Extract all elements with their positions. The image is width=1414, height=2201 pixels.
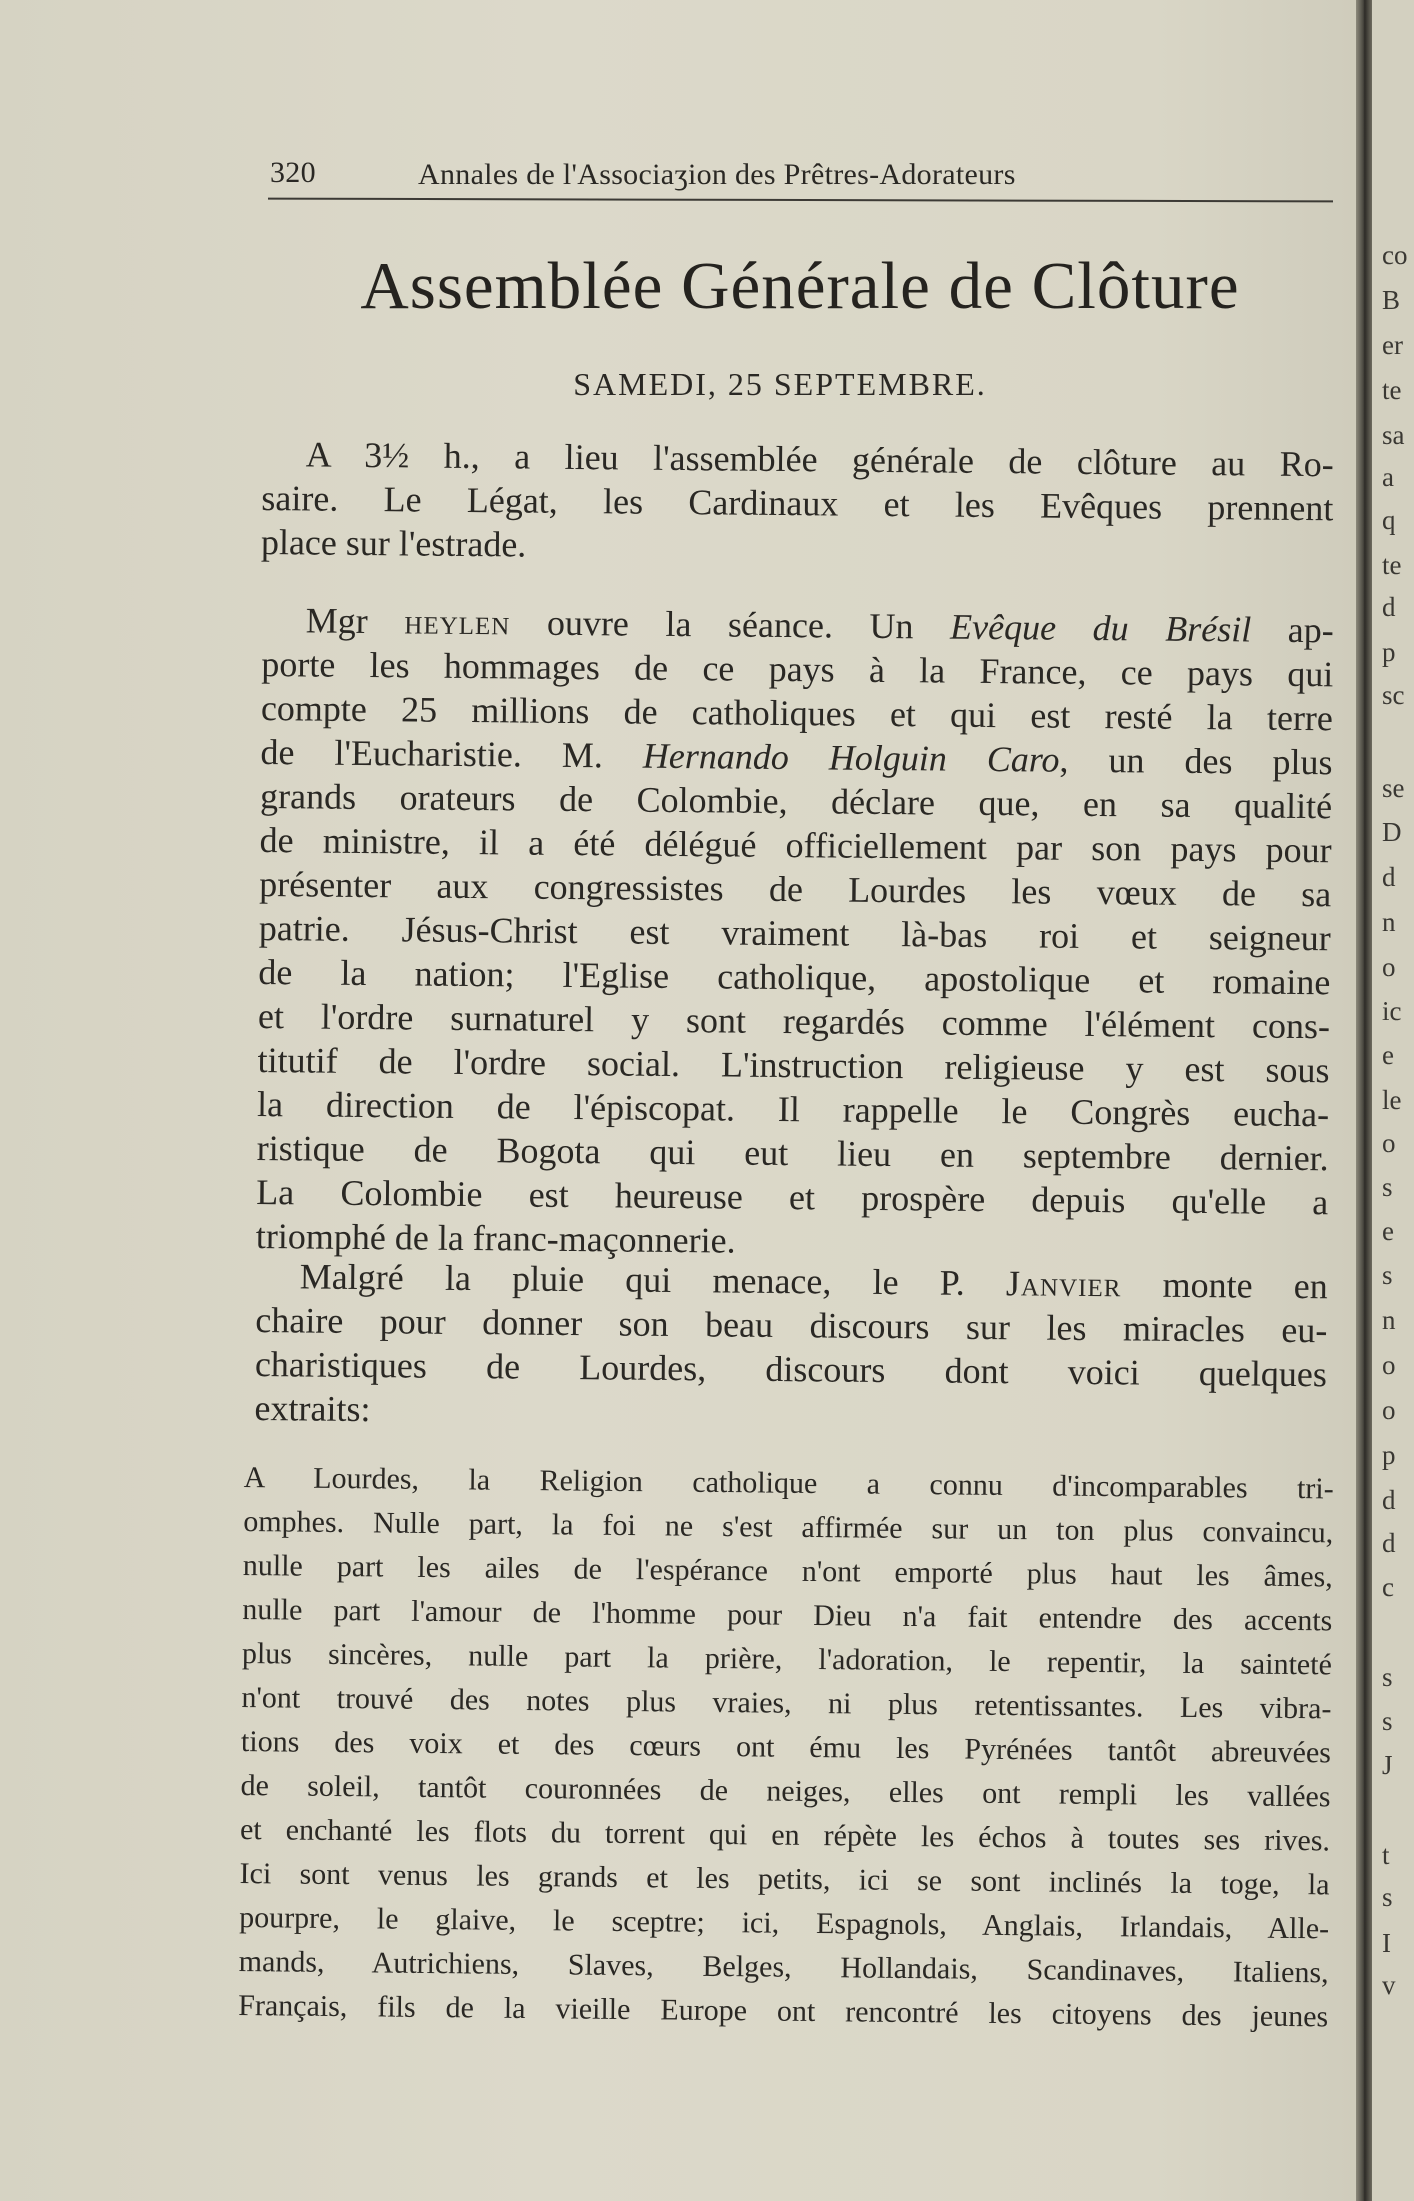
text-fragment: de l'Eucharistie. M. — [260, 731, 644, 776]
paragraph-speeches — [256, 598, 1334, 1268]
text-line: n'ont trouvé des notes plus vraies, ni plus retentissantes. Les vibra- — [241, 1680, 1332, 1726]
facing-page-fragment: c — [1382, 1572, 1394, 1602]
text-fragment: Mgr — [305, 600, 405, 642]
facing-page-fragment: te — [1382, 550, 1402, 580]
text-line: nulle part l'amour de l'homme pour Dieu n'a fait entendre des accents — [242, 1592, 1333, 1638]
facing-page-fragment: p — [1382, 637, 1396, 667]
text-line: compte 25 millions de catholiques et qui est resté la terre — [260, 687, 1334, 739]
text-line: plus sincères, nulle part la prière, l'adoration, le repentir, la sainteté — [241, 1636, 1333, 1682]
person-name: heylen — [404, 601, 511, 643]
facing-page-fragment: d — [1382, 1528, 1396, 1558]
text-fragment: , un des plus — [1059, 739, 1333, 783]
facing-page-fragment: d — [1382, 862, 1396, 892]
text-line: de la nation; l'Eglise catholique, apostolique et romaine — [258, 951, 1331, 1003]
facing-page-fragment: ic — [1382, 996, 1402, 1026]
book-gutter — [1356, 0, 1372, 2201]
text-line: place sur l'estrade. — [260, 521, 527, 565]
facing-page-fragment: te — [1382, 375, 1402, 405]
text-line: pourpre, le glaive, le sceptre; ici, Espagnols, Anglais, Irlandais, Alle- — [238, 1900, 1330, 1946]
facing-page-edge — [1372, 0, 1414, 2201]
text-fragment: Malgré la pluie qui menace, le P. — [299, 1256, 1007, 1304]
facing-page-fragment: d — [1382, 592, 1396, 622]
running-header — [270, 156, 1335, 198]
italic-name: Hernando Holguin Caro — [642, 735, 1060, 780]
text-line: de ministre, il a été délégué officiellement par son pays pour — [259, 819, 1332, 871]
text-fragment: ap- — [1251, 609, 1334, 651]
facing-page-fragment: J — [1382, 1750, 1393, 1780]
italic-name: Evêque du Brésil — [949, 606, 1252, 650]
text-fragment: monte en — [1121, 1264, 1328, 1307]
facing-page-fragment: er — [1382, 330, 1403, 360]
facing-page-fragment: d — [1382, 1485, 1396, 1515]
facing-page-fragment: s — [1382, 1662, 1393, 1692]
facing-page-fragment: p — [1382, 1440, 1396, 1470]
facing-page-fragment: e — [1382, 1040, 1394, 1070]
text-line: patrie. Jésus-Christ est vraiment là-bas roi et seigneur — [258, 907, 1331, 959]
facing-page-fragment: n — [1382, 1305, 1396, 1335]
person-name: Janvier — [1005, 1263, 1122, 1305]
quoted-extract — [238, 1456, 1334, 2039]
text-line: de soleil, tantôt couronnées de neiges, elles ont rempli les vallées — [240, 1768, 1331, 1814]
text-line: Ici sont venus les grands et les petits, ici se sont inclinés la toge, la — [239, 1856, 1330, 1902]
facing-page-fragment: D — [1382, 817, 1402, 847]
facing-page-fragment: B — [1382, 285, 1401, 315]
text-line: présenter aux congressistes de Lourdes les vœux de sa — [259, 863, 1332, 915]
text-line: et enchanté les flots du torrent qui en répète les échos à toutes ses rives. — [239, 1812, 1331, 1858]
facing-page-fragment: s — [1382, 1172, 1393, 1202]
text-line: et l'ordre surnaturel y sont regardés comme l'élément cons- — [257, 995, 1331, 1047]
facing-page-fragment: n — [1382, 907, 1396, 937]
facing-page-fragment: I — [1382, 1928, 1391, 1958]
facing-page-fragment: s — [1382, 1260, 1393, 1290]
facing-page-fragment: o — [1382, 952, 1396, 982]
text-line: A Lourdes, la Religion catholique a connu d'incomparables tri- — [243, 1460, 1334, 1506]
paragraph-janvier — [254, 1254, 1328, 1440]
article-title: Assemblée Générale de Clôture — [360, 249, 1240, 323]
text-line: triomphé de la franc-maçonnerie. — [255, 1215, 736, 1261]
text-line: extraits: — [254, 1387, 371, 1430]
facing-page-fragment: e — [1382, 1216, 1394, 1246]
facing-page-fragment: t — [1382, 1840, 1390, 1870]
facing-page-fragment: q — [1382, 505, 1396, 535]
header-rule — [268, 198, 1333, 203]
text-line: grands orateurs de Colombie, déclare que, en sa qualité — [259, 775, 1333, 827]
text-fragment: ouvre la séance. Un — [510, 602, 951, 647]
facing-page-fragment: v — [1382, 1970, 1396, 2000]
facing-page-fragment: sa — [1382, 420, 1405, 450]
facing-page-fragment: o — [1382, 1395, 1396, 1425]
text-line: porte les hommages de ce pays à la France, ce pays qui — [261, 643, 1334, 695]
text-line: charistiques de Lourdes, discours dont voici quelques — [254, 1343, 1328, 1395]
text-line: nulle part les ailes de l'espérance n'ont emporté plus haut les âmes, — [242, 1548, 1333, 1594]
text-line: Français, fils de la vieille Europe ont rencontré les citoyens des jeunes — [238, 1988, 1329, 2034]
page-number: 320 — [270, 156, 316, 189]
text-line: mands, Autrichiens, Slaves, Belges, Hollandais, Scandinaves, Italiens, — [238, 1944, 1329, 1990]
running-title: Annales de l'Associaʒion des Prêtres-Adorateurs — [418, 158, 1016, 191]
facing-page-fragment: sc — [1382, 680, 1405, 710]
facing-page-fragment: o — [1382, 1128, 1396, 1158]
facing-page-fragment: co — [1382, 240, 1408, 270]
text-line: saire. Le Légat, les Cardinaux et les Evêques prennent — [261, 477, 1334, 529]
facing-page-fragment: o — [1382, 1350, 1396, 1380]
text-line: A 3½ h., a lieu l'assemblée générale de clôture au Ro- — [305, 434, 1334, 485]
text-line: chaire pour donner son beau discours sur les miracles eu- — [255, 1299, 1328, 1351]
text-line: ristique de Bogota qui eut lieu en septembre dernier. — [256, 1127, 1329, 1179]
article-date: SAMEDI, 25 SEPTEMBRE. — [573, 366, 987, 402]
facing-page-fragment: le — [1382, 1085, 1402, 1115]
facing-page-fragment: s — [1382, 1706, 1393, 1736]
text-line: titutif de l'ordre social. L'instruction religieuse y est sous — [257, 1039, 1330, 1091]
facing-page-fragment: s — [1382, 1882, 1393, 1912]
text-line: tions des voix et des cœurs ont ému les Pyrénées tantôt abreuvées — [240, 1724, 1332, 1770]
text-line: la direction de l'épiscopat. Il rappelle le Congrès eucha- — [256, 1083, 1330, 1135]
paragraph-opening — [261, 432, 1334, 574]
text-line: La Colombie est heureuse et prospère depuis qu'elle a — [256, 1171, 1329, 1223]
facing-page-fragment: se — [1382, 773, 1405, 803]
facing-page-fragment: a — [1382, 462, 1394, 492]
text-line: omphes. Nulle part, la foi ne s'est affirmée sur un ton plus convaincu, — [243, 1504, 1334, 1550]
